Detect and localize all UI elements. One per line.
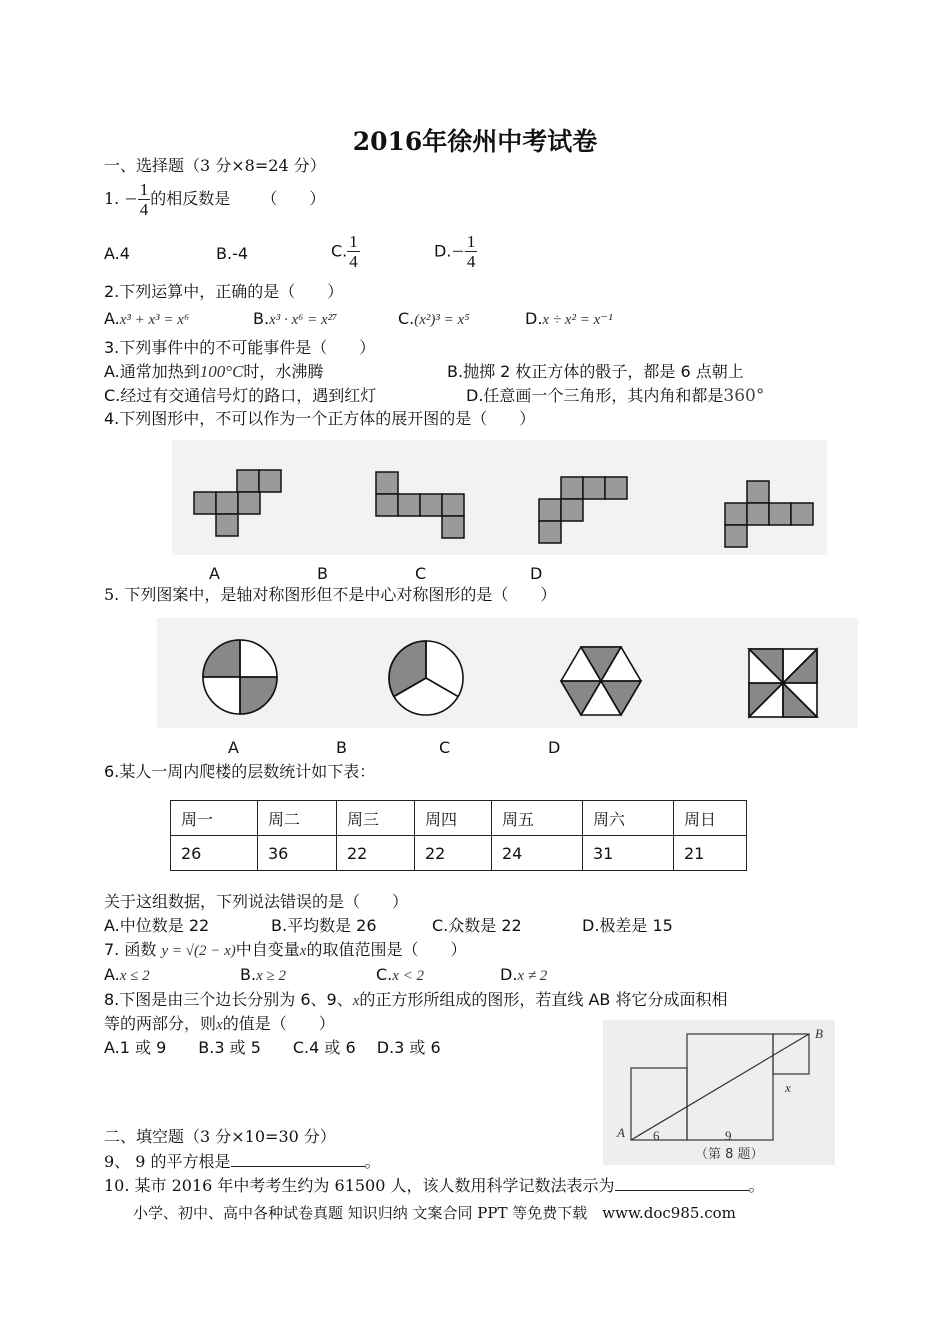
q6-option-a: A.中位数是 22: [104, 916, 210, 935]
footer-text: 小学、初中、高中各种试卷真题 知识归纳 文案合同 PPT 等免费下载 www.doc985.com: [133, 1204, 736, 1222]
q6-option-b: B.平均数是 26: [271, 916, 377, 935]
question-7: [104, 940, 466, 961]
stairs-table: [170, 800, 747, 871]
q5-label-c: C: [439, 738, 451, 757]
q1-c-num: 1: [349, 232, 358, 251]
table-header-cell: 周三: [337, 801, 415, 836]
q1-option-d-minus: −: [451, 241, 465, 261]
table-header-row: [171, 801, 747, 836]
q7-d-expr: x ≠ 2: [517, 968, 548, 984]
q1-option-b: B.-4: [216, 244, 249, 263]
table-cell: 31: [583, 836, 674, 871]
q2-c-label: C.: [398, 309, 415, 328]
q3-option-a: [104, 362, 323, 382]
q5-stem: 5. 下列图案中，是轴对称图形但不是中心对称图形的是（ ）: [104, 585, 557, 604]
q7-b-expr: x ≥ 2: [256, 968, 286, 984]
q5-label-b: B: [336, 738, 347, 757]
table-header-cell: 周五: [492, 801, 583, 836]
q7-c-expr: x < 2: [392, 968, 425, 984]
table-header-cell: 周六: [583, 801, 674, 836]
q7-option-b: [240, 965, 286, 986]
q2-a-label: A.: [104, 309, 120, 328]
q8-fig-caption: （第 8 题）: [695, 1147, 764, 1162]
q3-a-text: A.通常加热到: [104, 362, 200, 381]
table-cell: 21: [674, 836, 747, 871]
q7-option-c: [376, 965, 424, 986]
q8-fig-point-b: B: [815, 1026, 823, 1041]
q8-figure: [603, 1020, 835, 1165]
q8-var-2: x: [216, 1017, 223, 1033]
table-header-cell: 周日: [674, 801, 747, 836]
q2-option-c: [398, 309, 469, 330]
q4-label-a: A: [209, 564, 220, 583]
q3-d-text: D.任意画一个三角形，其内角和都是: [466, 386, 724, 405]
q1-fraction-den: 4: [139, 200, 149, 219]
q7-option-a: [104, 965, 150, 986]
q8-line2-post: 的值是（ ）: [222, 1014, 335, 1033]
q4-stem: 4.下列图形中，不可以作为一个正方体的展开图的是（ ）: [104, 409, 536, 428]
q6-stem: 6.某人一周内爬楼的层数统计如下表：: [104, 762, 376, 781]
q7-c-label: C.: [376, 965, 393, 984]
q1-option-d-frac: [465, 232, 478, 271]
q9-text: 9、 9 的平方根是: [104, 1152, 231, 1171]
q6-question: 关于这组数据，下列说法错误的是（ ）: [104, 892, 409, 911]
q1-text: 的相反数是: [150, 189, 231, 208]
q9-end: 。: [364, 1152, 381, 1171]
question-1: [104, 180, 325, 219]
table-header-cell: 周一: [171, 801, 258, 836]
q7-post: 的取值范围是（ ）: [306, 940, 467, 959]
q8-line2-pre: 等的两部分，则: [104, 1014, 217, 1033]
q8-fig-side-9: 9: [725, 1128, 732, 1143]
q4-label-d: D: [530, 564, 543, 583]
q10-answer-blank[interactable]: [615, 1174, 749, 1191]
q5-label-a: A: [228, 738, 239, 757]
q1-d-den: 4: [466, 252, 476, 271]
q7-option-d: [500, 965, 547, 986]
page-title: 2016年徐州中考试卷: [352, 127, 598, 156]
question-9: [104, 1150, 381, 1172]
q1-number: 1.: [104, 189, 120, 208]
q2-c-expr: (x²)³ = x⁵: [414, 312, 470, 328]
q7-var: x: [299, 943, 307, 959]
q8-options: A.1 或 9 B.3 或 5 C.4 或 6 D.3 或 6: [104, 1038, 441, 1057]
table-cell: 36: [258, 836, 337, 871]
q1-d-num: 1: [466, 232, 476, 251]
q8-fig-side-x: x: [785, 1080, 791, 1095]
q9-answer-blank[interactable]: [231, 1150, 365, 1167]
q2-b-expr: x³ · x⁶ = x²⁷: [269, 312, 338, 328]
q10-text: 10. 某市 2016 年中考考生约为 61500 人，该人数用科学记数法表示为: [104, 1176, 615, 1195]
q2-stem: 2.下列运算中，正确的是（ ）: [104, 282, 344, 301]
q8-line-2: [104, 1014, 335, 1035]
q8-fig-point-a: A: [617, 1125, 625, 1140]
q3-option-d: [466, 386, 764, 406]
q4-figure: [172, 440, 827, 555]
symmetry-patterns-svg: [157, 618, 858, 728]
q4-label-c: C: [415, 564, 427, 583]
q1-option-c-label: C.: [331, 241, 348, 261]
q1-option-d-label: D.: [434, 241, 452, 261]
q2-option-a: [104, 309, 189, 330]
question-10: [104, 1174, 765, 1196]
q8-pre: 8.下图是由三个边长分别为 6、9、: [104, 990, 353, 1009]
q7-mid: 中自变量: [235, 940, 300, 959]
section-2-heading: 二、填空题（3 分×10=30 分）: [104, 1127, 336, 1146]
q7-pre: 7. 函数: [104, 940, 157, 959]
q7-b-label: B.: [240, 965, 257, 984]
q7-d-label: D.: [500, 965, 518, 984]
q5-label-d: D: [548, 738, 561, 757]
squares-figure-svg: [603, 1020, 835, 1165]
q3-stem: 3.下列事件中的不可能事件是（ ）: [104, 338, 376, 357]
q8-fig-side-6: 6: [653, 1128, 660, 1143]
q1-option-d: [434, 232, 477, 271]
q5-figure: [157, 618, 858, 728]
q2-d-label: D.: [525, 309, 543, 328]
q3-option-c: C.经过有交通信号灯的路口，遇到红灯: [104, 386, 377, 405]
q7-a-expr: x ≤ 2: [119, 968, 150, 984]
table-header-cell: 周二: [258, 801, 337, 836]
q1-option-a: A.4: [104, 244, 130, 263]
table-row: [171, 836, 747, 871]
q1-fraction: [138, 180, 151, 219]
q1-paren: （ ）: [261, 189, 326, 208]
q1-option-c: [331, 232, 360, 271]
table-header-cell: 周四: [415, 801, 492, 836]
q3-a-end: 时，水沸腾: [243, 362, 324, 381]
q2-a-expr: x³ + x³ = x⁶: [119, 312, 190, 328]
q10-end: 。: [748, 1176, 765, 1195]
q8-var: x: [352, 993, 360, 1009]
q3-option-b: B.抛掷 2 枚正方体的骰子，都是 6 点朝上: [447, 362, 744, 381]
q2-b-label: B.: [253, 309, 270, 328]
q6-option-d: D.极差是 15: [582, 916, 673, 935]
q8-line-1: [104, 990, 728, 1011]
q3-a-math: 100°C: [199, 362, 244, 381]
table-cell: 22: [415, 836, 492, 871]
q2-option-b: [253, 309, 337, 330]
q1-fraction-num: 1: [139, 180, 149, 199]
q1-minus: −: [124, 189, 138, 208]
q8-post: 的正方形所组成的图形，若直线 AB 将它分成面积相: [359, 990, 728, 1009]
q7-a-label: A.: [104, 965, 120, 984]
q2-d-expr: x ÷ x² = x⁻¹: [542, 312, 613, 328]
q1-c-den: 4: [349, 252, 358, 271]
cube-nets-svg: [172, 440, 827, 555]
section-1-heading: 一、选择题（3 分×8=24 分）: [104, 156, 326, 175]
q1-option-c-frac: [347, 232, 360, 271]
q6-option-c: C.众数是 22: [432, 916, 522, 935]
q2-option-d: [525, 309, 613, 330]
table-cell: 24: [492, 836, 583, 871]
q3-d-math: 360°: [723, 386, 765, 406]
table-cell: 22: [337, 836, 415, 871]
table-cell: 26: [171, 836, 258, 871]
q7-function: y = √(2 − x): [161, 943, 236, 959]
q4-label-b: B: [317, 564, 328, 583]
